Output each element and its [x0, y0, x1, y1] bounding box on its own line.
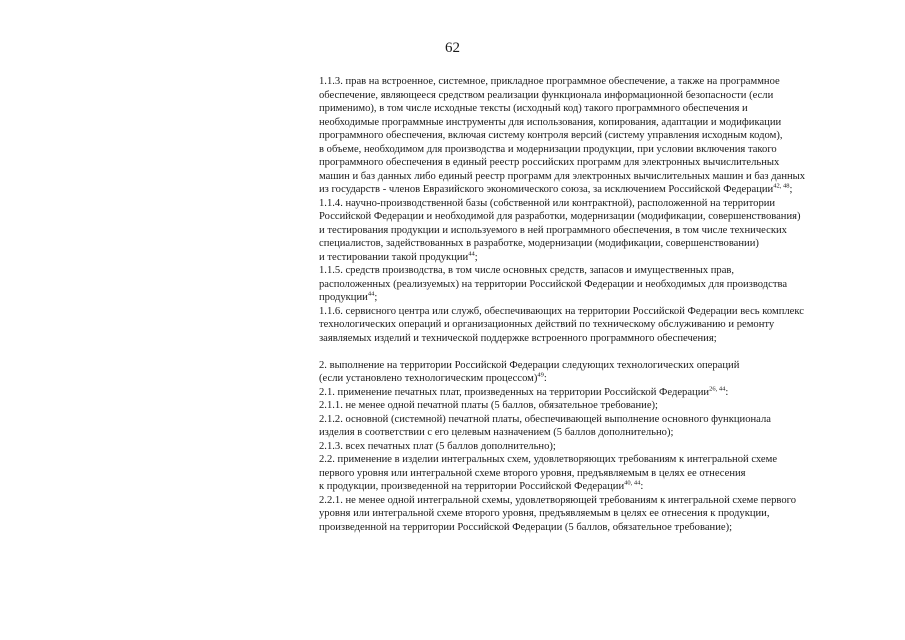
line-punctuation: : — [640, 481, 644, 492]
paragraph — [319, 75, 849, 197]
line-text: 1.1.4. научно-производственной базы (собственной или контрактной), расположенной на территории — [319, 197, 776, 209]
text-line — [319, 413, 849, 427]
line-text: технологических операций и организационных действий по техническому обслуживанию и ремонту — [319, 319, 775, 330]
text-line — [319, 480, 849, 494]
paragraph — [319, 413, 849, 440]
line-text: специалистов, задействованных в разработке, модернизации (модификации, совершенствовании) — [319, 238, 759, 249]
text-line — [319, 372, 849, 386]
line-text: 2.1.3. всех печатных плат (5 баллов дополнительно); — [319, 440, 556, 452]
line-text: произведенной на территории Российской Федерации (5 баллов, обязательное требование); — [319, 521, 733, 533]
line-text: 1.1.6. сервисного центра или служб, обеспечивающих на территории Российской Федерации весь комплекс — [319, 305, 804, 317]
text-line — [319, 251, 849, 265]
line-text: и тестировании такой продукции — [319, 251, 469, 263]
document-body — [319, 75, 849, 534]
paragraph — [319, 453, 849, 494]
text-line — [319, 224, 849, 238]
footnote-reference: 44 — [468, 249, 475, 257]
page-number: 62 — [445, 40, 460, 56]
line-text: обеспечение, являющееся средством реализации функционала информационной безопасности (если — [319, 89, 774, 101]
text-line — [319, 183, 849, 197]
footnote-reference: 40, 44 — [624, 479, 641, 487]
text-line — [319, 386, 849, 400]
line-text: 1.1.5. средств производства, в том числе основных средств, запасов и имущественных прав, — [319, 265, 735, 276]
text-line — [319, 116, 849, 130]
text-line — [319, 507, 849, 521]
text-line — [319, 291, 849, 305]
text-line — [319, 210, 849, 224]
text-line — [319, 75, 849, 89]
line-text: программного обеспечения в единый реестр российских программ для электронных вычислительных — [319, 157, 780, 168]
paragraph — [319, 197, 849, 265]
text-line — [319, 440, 849, 454]
line-text: изделия в соответствии с его целевым назначением (5 баллов дополнительно); — [319, 427, 674, 438]
text-line — [319, 521, 849, 535]
text-line — [319, 89, 849, 103]
text-line — [319, 278, 849, 292]
line-text: из государств - членов Евразийского экономического союза, за исключением Российской Федерации — [319, 184, 774, 195]
text-line — [319, 426, 849, 440]
line-text: расположенных (реализуемых) на территории Российской Федерации и необходимых для производства — [319, 278, 788, 290]
text-line — [319, 197, 849, 211]
line-text: программного обеспечения, включая систему контроля версий (систему управления исходным кодом), — [319, 130, 783, 141]
paragraph-spacer — [319, 345, 849, 359]
line-punctuation: : — [725, 386, 729, 398]
footnote-reference: 42, 48 — [773, 182, 790, 190]
line-text: к продукции, произведенной на территории Российской Федерации — [319, 481, 625, 492]
line-text: 2.1.1. не менее одной печатной платы (5 баллов, обязательное требование); — [319, 400, 659, 411]
text-line — [319, 359, 849, 373]
footnote-reference: 26, 44 — [709, 384, 726, 392]
text-line — [319, 318, 849, 332]
line-text: 2.2.1. не менее одной интегральной схемы, удовлетворяющей требованиям к интегральной схеме первого — [319, 494, 797, 506]
line-text: продукции — [319, 292, 368, 303]
line-text: 2. выполнение на территории Российской Федерации следующих технологических операций — [319, 359, 740, 371]
line-text: и тестирования продукции и используемого в ней программного обеспечения, в том числе технических — [319, 224, 787, 236]
line-punctuation: ; — [374, 292, 378, 303]
line-text: в объеме, необходимом для производства и модернизации продукции, при условии включения такого — [319, 143, 777, 155]
line-text: 2.1. применение печатных плат, произведенных на территории Российской Федерации — [319, 386, 710, 398]
line-punctuation: : — [543, 373, 547, 384]
text-line — [319, 129, 849, 143]
text-line — [319, 143, 849, 157]
paragraph — [319, 264, 849, 305]
footnote-reference: 49 — [537, 371, 544, 379]
line-text: 1.1.3. прав на встроенное, системное, прикладное программное обеспечение, а также на программное — [319, 76, 780, 87]
footnote-reference: 44 — [367, 290, 375, 298]
line-text: заявляемых изделий и технической поддержке встроенного программного обеспечения; — [319, 332, 717, 344]
line-text: необходимые программные инструменты для использования, копирования, адаптации и модификации — [319, 116, 782, 128]
text-line — [319, 399, 849, 413]
text-line — [319, 170, 849, 184]
paragraph — [319, 494, 849, 535]
line-punctuation: ; — [474, 251, 478, 263]
line-text: машин и баз данных либо единый реестр программ для электронных вычислительных машин и баз данных — [319, 170, 806, 182]
text-line — [319, 102, 849, 116]
line-text: первого уровня или интегральной схеме второго уровня, предъявляемым в целях ее отнесения — [319, 467, 746, 479]
line-text: Российской Федерации и необходимой для разработки, модернизации (модификации, совершенствования) — [319, 211, 801, 222]
text-line — [319, 264, 849, 278]
text-line — [319, 494, 849, 508]
line-text: 2.2. применение в изделии интегральных схем, удовлетворяющих требованиям к интегральной схеме — [319, 454, 778, 465]
paragraph — [319, 386, 849, 400]
text-line — [319, 467, 849, 481]
paragraph — [319, 440, 849, 454]
text-line — [319, 237, 849, 251]
paragraph — [319, 305, 849, 346]
text-line — [319, 156, 849, 170]
text-line — [319, 332, 849, 346]
text-line — [319, 305, 849, 319]
paragraph — [319, 359, 849, 386]
line-text: 2.1.2. основной (системной) печатной платы, обеспечивающей выполнение основного функционала — [319, 413, 771, 425]
line-text: (если установлено технологическим процессом) — [319, 373, 538, 384]
line-punctuation: ; — [789, 184, 793, 195]
line-text: уровня или интегральной схеме второго уровня, предъявляемым в целях ее отнесения к продукции, — [319, 508, 770, 519]
paragraph — [319, 399, 849, 413]
line-text: применимо), в том числе исходные тексты (исходный код) такого программного обеспечения и — [319, 103, 748, 114]
text-line — [319, 453, 849, 467]
